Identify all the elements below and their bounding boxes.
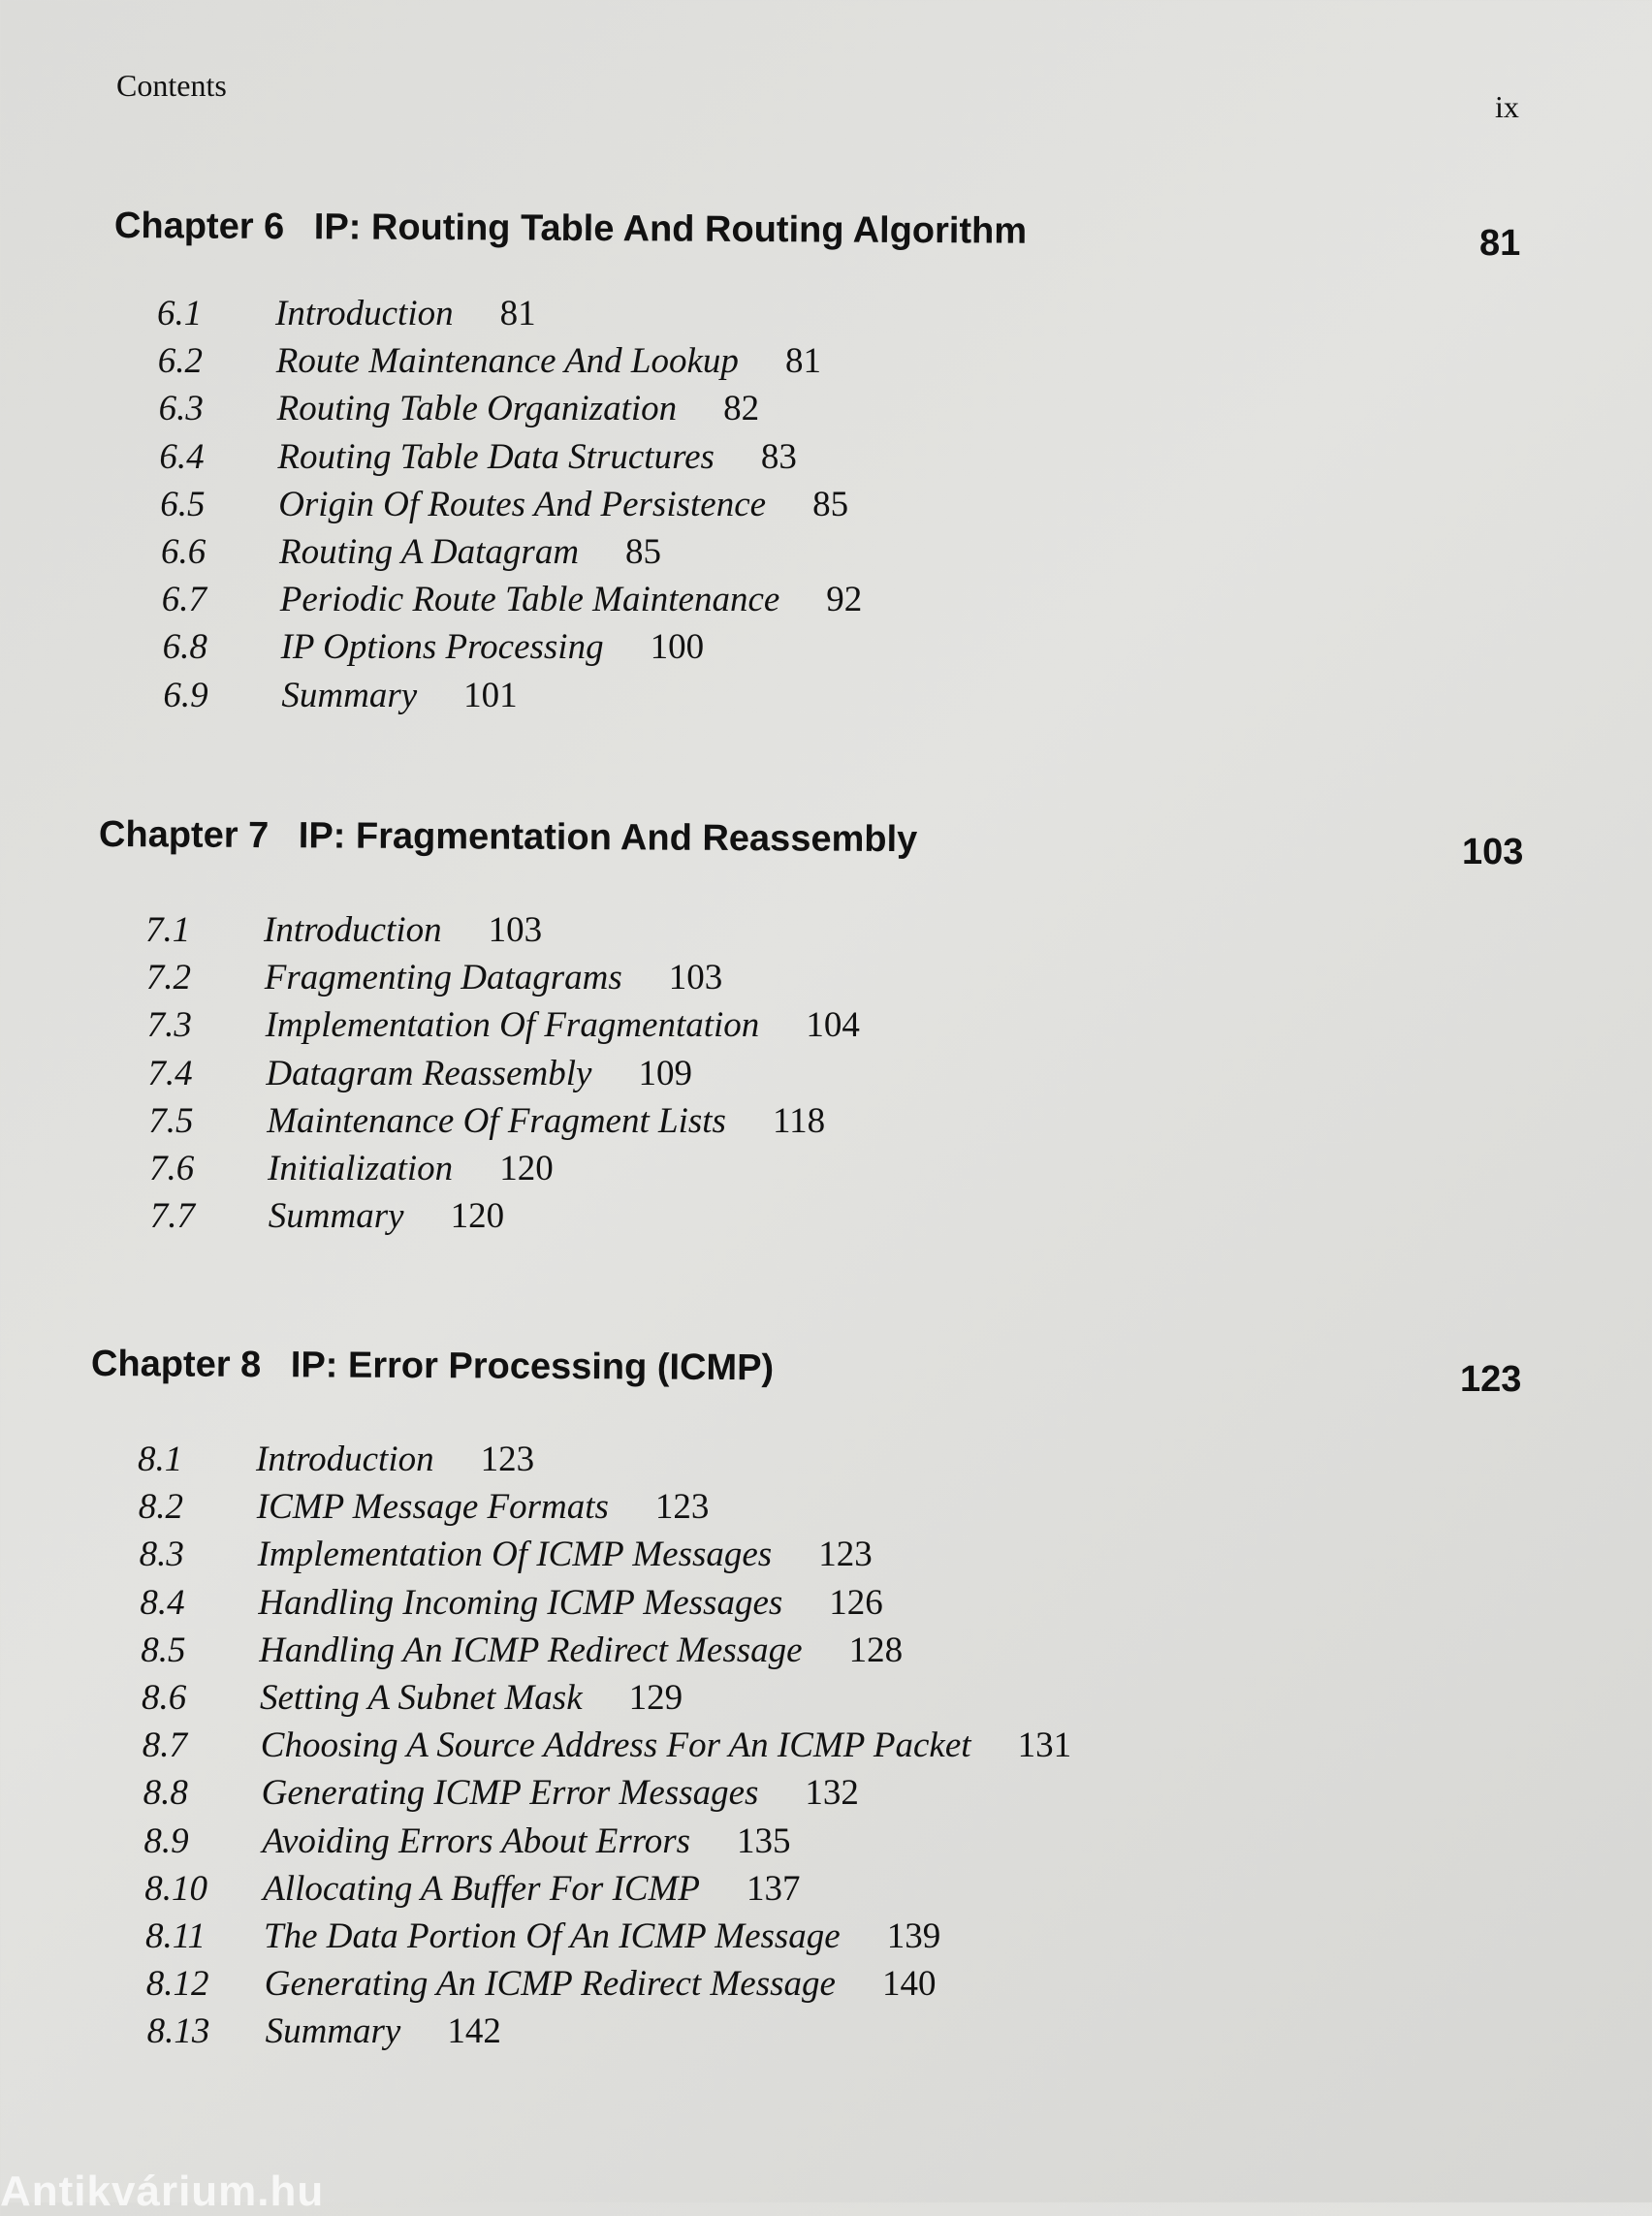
section-title-line [277, 436, 797, 478]
section-title: Generating ICMP Error Messages [261, 1773, 759, 1814]
section-title: Handling An ICMP Redirect Message [259, 1630, 803, 1670]
section-page-number: 101 [463, 675, 518, 715]
section-page-number: 118 [772, 1100, 826, 1141]
section-title-line [276, 340, 821, 382]
section-number: 8.12 [145, 1964, 209, 2005]
section-page-number: 142 [447, 2011, 501, 2052]
section-page-number: 128 [848, 1630, 904, 1670]
section-title: Introduction [264, 910, 442, 950]
section-title: Routing Table Data Structures [277, 436, 715, 477]
section-page-number: 120 [499, 1148, 554, 1188]
chapter-page-number: 103 [1462, 832, 1524, 872]
chapter-heading [91, 1344, 774, 1389]
section-title: Introduction [256, 1440, 434, 1479]
section-title: Periodic Route Table Maintenance [279, 580, 780, 620]
section-title-line [258, 1534, 873, 1575]
section-title-line [266, 1004, 860, 1046]
section-number: 6.5 [160, 484, 206, 524]
section-title-line [267, 1100, 825, 1142]
section-title: Summary [268, 1196, 404, 1237]
section-page-number: 123 [654, 1487, 710, 1528]
chapter-page-number: 81 [1479, 223, 1521, 264]
section-number: 6.1 [157, 294, 203, 333]
section-title-line [265, 957, 722, 998]
section-number: 7.4 [147, 1053, 193, 1093]
chapter-heading [114, 206, 1027, 253]
page-number: ix [1495, 89, 1519, 124]
chapter-number: Chapter 7 [98, 814, 270, 857]
section-number: 8.9 [143, 1820, 189, 1861]
section-page-number: 100 [650, 627, 705, 668]
section-number: 8.7 [142, 1725, 188, 1766]
section-title: Summary [265, 2011, 401, 2052]
section-title-line [275, 293, 536, 334]
section-number: 7.1 [145, 910, 191, 950]
section-number: 8.1 [138, 1440, 183, 1479]
section-title-line [257, 1486, 710, 1528]
section-title: The Data Portion Of An ICMP Message [264, 1915, 841, 1956]
section-title: Route Maintenance And Lookup [275, 341, 739, 382]
section-title: Choosing A Source Address For An ICMP Packet [260, 1725, 971, 1766]
section-title-line [263, 1868, 800, 1910]
section-page-number: 131 [1017, 1725, 1072, 1766]
section-title: Avoiding Errors About Errors [262, 1820, 691, 1861]
section-page-number: 140 [881, 1964, 937, 2005]
chapter-title: IP: Fragmentation And Reassembly [298, 815, 918, 861]
section-number: 7.5 [148, 1100, 194, 1141]
section-page-number: 103 [668, 958, 723, 998]
section-title-line [281, 626, 704, 668]
section-title-line [262, 1820, 790, 1862]
section-number: 8.6 [142, 1677, 187, 1718]
section-title-line [264, 909, 542, 951]
section-title: Routing Table Organization [276, 389, 678, 429]
section-page-number: 135 [737, 1820, 791, 1861]
section-title-line [259, 1630, 903, 1671]
section-number: 7.7 [149, 1196, 196, 1237]
section-page-number: 92 [826, 580, 863, 620]
section-title-line [269, 1195, 504, 1237]
section-title: Routing A Datagram [279, 531, 580, 572]
section-number: 8.2 [138, 1487, 184, 1528]
section-title-line [258, 1582, 882, 1624]
section-number: 6.4 [159, 436, 205, 477]
section-page-number: 109 [638, 1053, 692, 1093]
section-page-number: 129 [628, 1677, 683, 1718]
section-number: 8.4 [140, 1582, 185, 1623]
section-page-number: 123 [480, 1440, 535, 1479]
section-page-number: 120 [450, 1196, 505, 1237]
section-title-line [280, 579, 863, 620]
chapter-number: Chapter 6 [113, 206, 285, 248]
section-title: Maintenance Of Fragment Lists [267, 1100, 726, 1141]
section-title: Implementation Of Fragmentation [265, 1005, 760, 1046]
section-title-line [266, 1053, 692, 1094]
section-title-line [277, 388, 760, 429]
section-page-number: 85 [812, 484, 849, 524]
section-number: 6.8 [162, 627, 207, 668]
section-title-line [256, 1439, 534, 1480]
section-page-number: 137 [747, 1868, 801, 1909]
section-title: Generating An ICMP Redirect Message [264, 1964, 836, 2005]
section-number: 6.7 [161, 580, 207, 620]
section-title: Introduction [275, 294, 454, 333]
section-title-line [260, 1677, 683, 1719]
section-title: Allocating A Buffer For ICMP [263, 1868, 700, 1909]
section-page-number: 123 [818, 1535, 873, 1575]
section-page-number: 83 [760, 436, 797, 477]
chapter-number: Chapter 8 [90, 1344, 262, 1386]
section-title: Origin Of Routes And Persistence [278, 484, 767, 524]
section-title: Implementation Of ICMP Messages [257, 1535, 773, 1575]
section-title: IP Options Processing [280, 627, 604, 668]
section-number: 6.6 [161, 531, 206, 572]
section-number: 8.11 [145, 1915, 206, 1956]
section-title-line [262, 1772, 859, 1814]
running-head: Contents [116, 68, 227, 103]
section-number: 8.13 [146, 2011, 210, 2052]
section-page-number: 82 [723, 389, 760, 429]
section-number: 6.2 [157, 341, 204, 382]
section-number: 6.9 [163, 675, 208, 715]
watermark-text: Antikvárium.hu [0, 2168, 325, 2215]
section-page-number: 139 [886, 1915, 941, 1956]
section-title-line [261, 1725, 1071, 1766]
section-title: Initialization [268, 1148, 454, 1188]
section-number: 8.5 [141, 1630, 186, 1670]
section-title-line [268, 1148, 554, 1189]
section-title-line [281, 675, 517, 716]
section-page-number: 81 [784, 341, 821, 382]
chapter-title: IP: Error Processing (ICMP) [290, 1345, 775, 1389]
section-number: 8.10 [144, 1868, 207, 1909]
chapter-page-number: 123 [1460, 1359, 1522, 1400]
section-title-line [266, 2010, 501, 2052]
section-title: ICMP Message Formats [256, 1487, 609, 1528]
section-title: Handling Incoming ICMP Messages [258, 1582, 783, 1623]
section-title: Setting A Subnet Mask [260, 1677, 583, 1718]
section-number: 7.3 [146, 1005, 192, 1046]
section-page-number: 81 [499, 294, 536, 333]
section-title: Summary [281, 675, 418, 715]
section-title-line [264, 1915, 940, 1957]
chapter-title: IP: Routing Table And Routing Algorithm [313, 206, 1028, 252]
section-title-line [278, 484, 848, 525]
section-page-number: 132 [805, 1773, 859, 1814]
section-page-number: 104 [806, 1005, 860, 1046]
section-page-number: 126 [829, 1582, 883, 1623]
section-title-line [265, 1963, 937, 2005]
section-number: 7.6 [149, 1148, 195, 1188]
section-title: Fragmenting Datagrams [264, 958, 622, 998]
chapter-heading [99, 814, 917, 861]
section-title-line [279, 531, 661, 573]
section-number: 6.3 [158, 389, 204, 429]
section-number: 8.8 [143, 1773, 188, 1814]
section-page-number: 103 [488, 910, 543, 950]
section-title: Datagram Reassembly [266, 1053, 592, 1093]
section-page-number: 85 [625, 531, 662, 572]
section-number: 7.2 [145, 958, 192, 998]
section-number: 8.3 [139, 1535, 184, 1575]
